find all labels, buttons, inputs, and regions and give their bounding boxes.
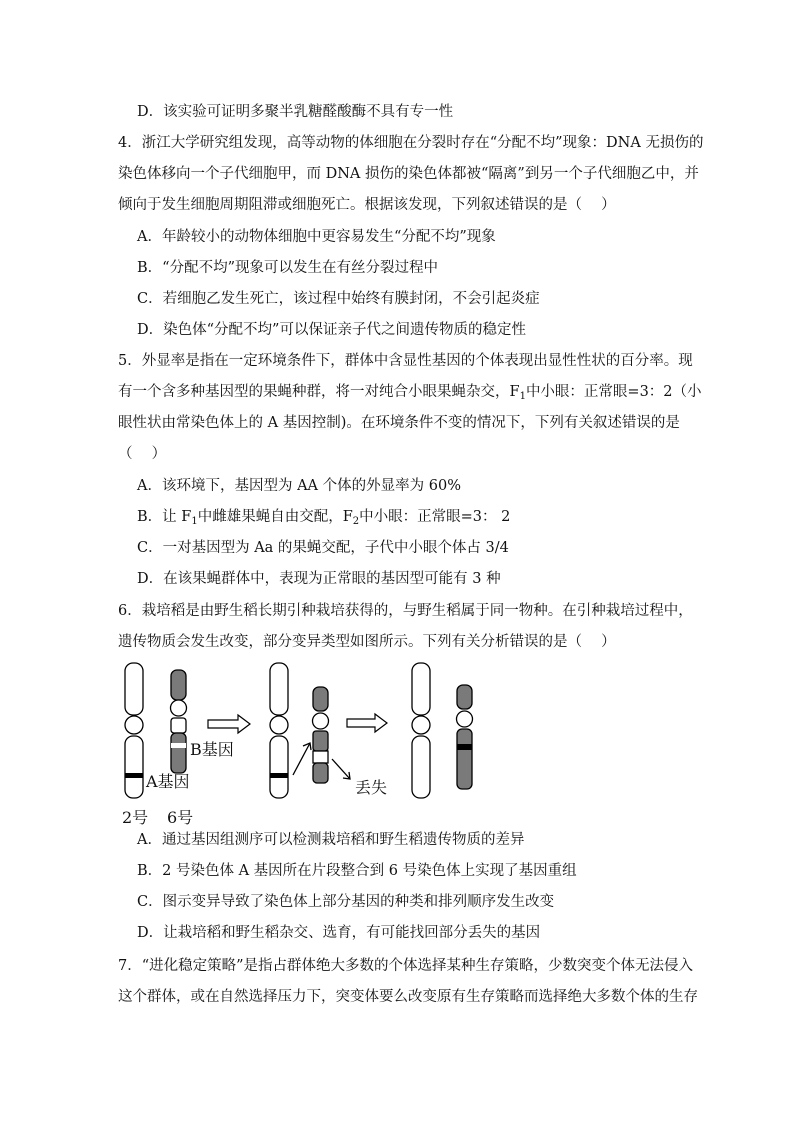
chromosome-2-result [412,663,430,798]
q4-option-b: B．“分配不均”现象可以发生在有丝分裂过程中 [137,260,438,276]
label-gene-b: B基因 [190,740,234,759]
chromosome-6-original [171,670,187,773]
chromosome-2-middle [270,663,288,798]
chromosome-diagram [110,655,510,825]
q6-option-d: D．让栽培稻和野生稻杂交、选育，有可能找回部分丢失的基因 [137,925,541,941]
q5-option-c: C．一对基因型为 Aa 的果蝇交配，子代中小眼个体占 3/4 [137,540,509,556]
q4-option-c: C．若细胞乙发生死亡，该过程中始终有膜封闭，不会引起炎症 [137,291,540,307]
q7-stem-line1: 7．“进化稳定策略”是指占群体绝大多数的个体选择某种生存策略，少数突变个体无法侵入 [118,958,694,974]
q5-stem-line2: 有一个含多种基因型的果蝇种群，将一对纯合小眼果蝇杂交，$F_1$中小眼：正常眼=3：2（小 [118,384,702,402]
q5-stem-line4: （ ） [118,446,167,462]
q6-option-a: A．通过基因组测序可以检测栽培稻和野生稻遗传物质的差异 [137,832,525,848]
chromosome-variation-figure [110,655,510,829]
loss-arrow-icon [332,759,350,779]
label-chromosome-6: 6号 [167,808,194,827]
q6-option-c: C．图示变异导致了染色体上部分基因的种类和排列顺序发生改变 [137,894,555,910]
q4-option-a: A．年龄较小的动物体细胞中更容易发生“分配不均”现象 [137,229,496,245]
q3-option-d: D．该实验可证明多聚半乳糖醛酸酶不具有专一性 [137,104,454,120]
label-gene-a: A基因 [146,772,190,791]
q5-stem-line1: 5．外显率是指在一定环境条件下，群体中含显性基因的个体表现出显性性状的百分率。现 [118,353,693,369]
arrow-right-icon [208,715,250,733]
gene-a-band [126,773,143,778]
q7-stem-line2: 这个群体，或在自然选择压力下，突变体要么改变原有生存策略而选择绝大多数个体的生存 [118,989,698,1005]
q6-option-b: B．2 号染色体 A 基因所在片段整合到 6 号染色体上实现了基因重组 [137,863,577,879]
label-chromosome-2: 2号 [122,808,149,827]
q5-option-b: B．让 $F_1$中雌雄果蝇自由交配，$F_2$中小眼：正常眼=3： 2 [137,509,511,527]
q6-stem-line2: 遗传物质会发生改变，部分变异类型如图所示。下列有关分析错误的是（ ） [118,634,616,650]
arrow-right-icon-2 [347,714,387,732]
chromosome-6-result [457,685,473,789]
insertion-arrow-icon [293,743,311,775]
q5-option-d: D．在该果蝇群体中，表现为正常眼的基因型可能有 3 种 [137,571,501,587]
q4-stem-line3: 倾向于发生细胞周期阻滞或细胞死亡。根据该发现，下列叙述错误的是（ ） [118,197,616,213]
q5-option-a: A．该环境下，基因型为 AA 个体的外显率为 60% [137,478,461,494]
q5-stem-line3: 眼性状由常染色体上的 A 基因控制)。在环境条件不变的情况下，下列有关叙述错误的是 [118,415,680,431]
label-lost: 丢失 [355,778,388,797]
q4-stem-line2: 染色体移向一个子代细胞甲，而 DNA 损伤的染色体都被“隔离”到另一个子代细胞乙中，并 [118,166,699,182]
chromosome-6-middle [313,687,329,783]
q6-stem-line1: 6．栽培稻是由野生稻长期引种栽培获得的，与野生稻属于同一物种。在引种栽培过程中， [118,603,693,619]
chromosome-2-original [125,663,143,798]
q4-option-d: D．染色体“分配不均”可以保证亲子代之间遗传物质的稳定性 [137,322,526,338]
q4-stem-line1: 4．浙江大学研究组发现，高等动物的体细胞在分裂时存在“分配不均”现象：DNA 无损伤的 [118,135,704,151]
